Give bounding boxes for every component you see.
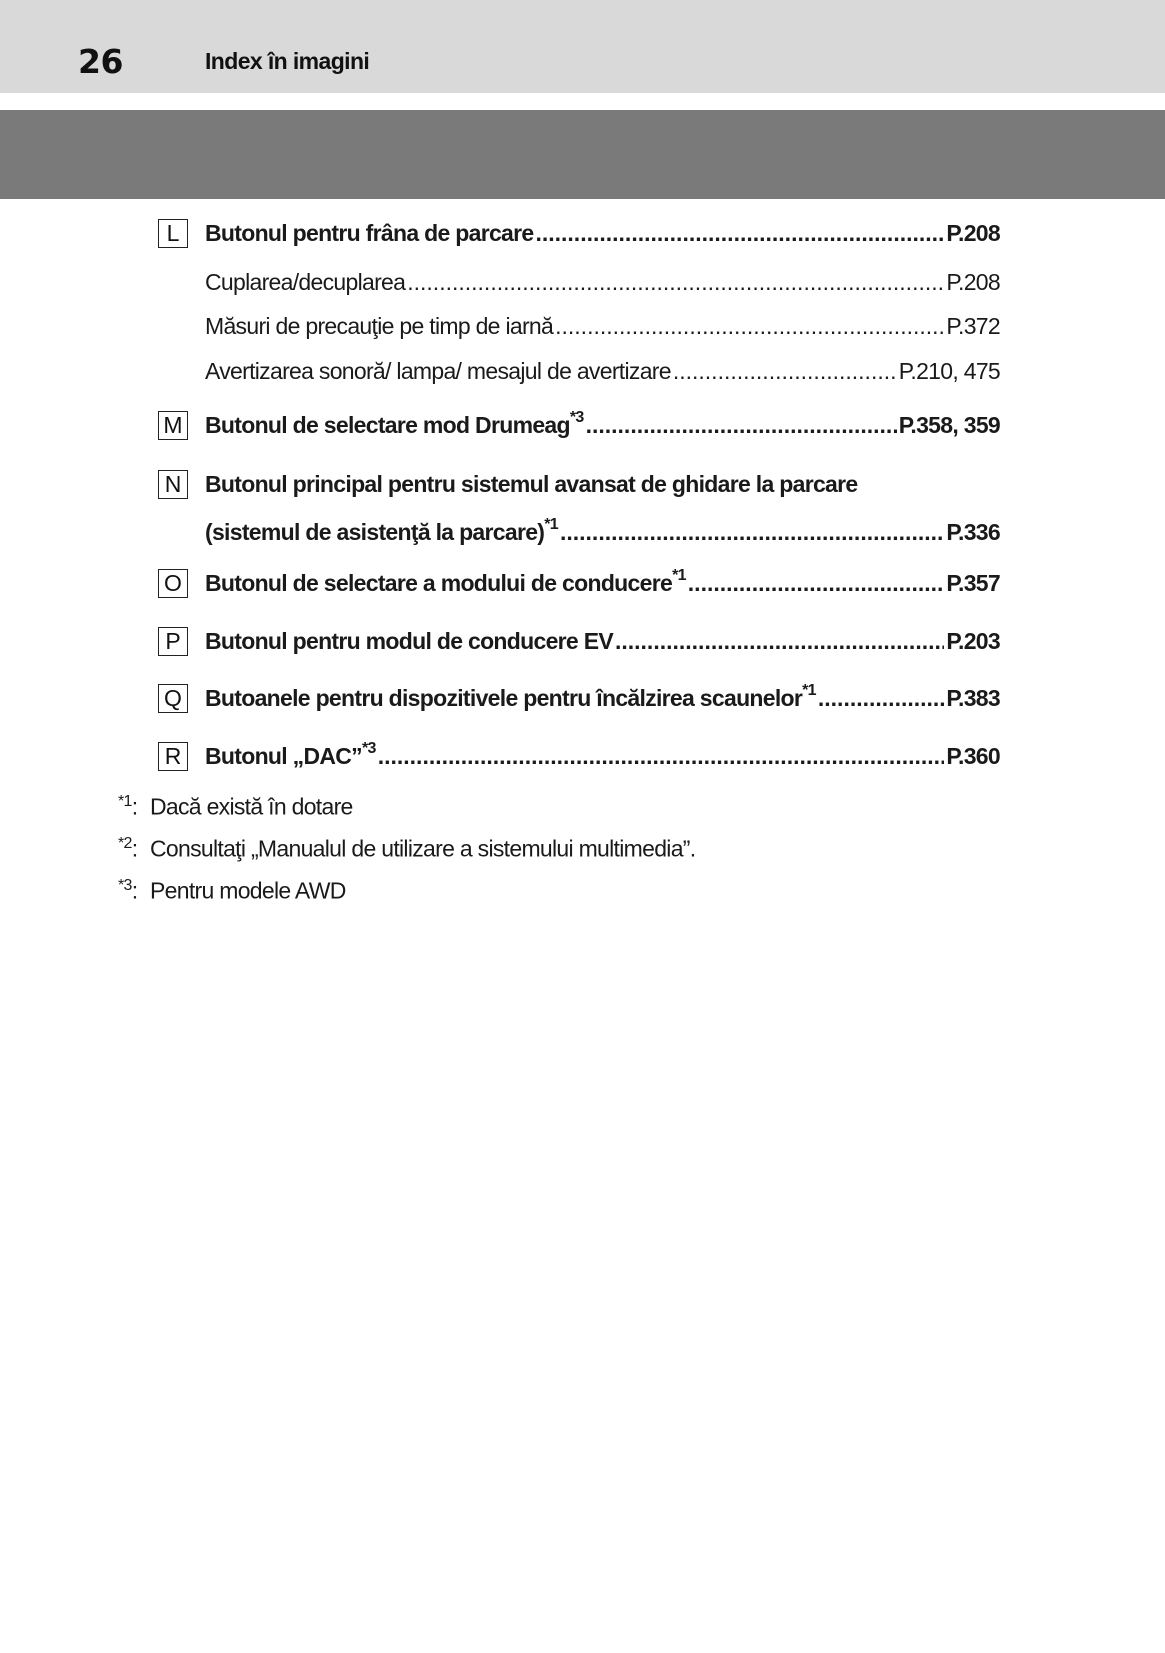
- index-subentry[interactable]: [205, 311, 1000, 341]
- footnote-text: Dacă există în dotare: [150, 793, 353, 820]
- dot-leader: [560, 517, 944, 547]
- page-reference[interactable]: P.360: [946, 743, 1000, 769]
- item-letter-p: P: [158, 627, 188, 656]
- index-subentry[interactable]: [205, 267, 1000, 297]
- index-entry[interactable]: [205, 410, 1000, 440]
- entry-label: Avertizarea sonoră/ lampa/ mesajul de avertizare: [205, 358, 671, 384]
- footnote-ref: *3: [569, 409, 584, 427]
- footnote-mark: *3: [118, 877, 132, 894]
- item-letter-l: L: [158, 219, 188, 248]
- index-entry[interactable]: [205, 626, 1000, 656]
- page-reference[interactable]: P.383: [946, 685, 1000, 711]
- dot-leader: [586, 410, 897, 440]
- page-header: [0, 0, 1165, 93]
- page-number: 26: [78, 42, 123, 81]
- dot-leader: [818, 683, 944, 713]
- dot-leader: [378, 741, 945, 771]
- dot-leader: [688, 568, 945, 598]
- page-reference[interactable]: P.208: [946, 220, 1000, 246]
- footnote: $^{*3}$: Pentru modele AWD: [118, 877, 346, 904]
- page-reference[interactable]: P.336: [946, 519, 1000, 545]
- item-letter-n: N: [158, 470, 188, 499]
- entry-label: Măsuri de precauţie pe timp de iarnă: [205, 313, 554, 339]
- footnote: $^{*1}$: Dacă există în dotare: [118, 793, 353, 820]
- dot-leader: [555, 311, 944, 341]
- dot-leader: [535, 218, 944, 248]
- footnote-ref: *1: [672, 567, 686, 585]
- footnote-ref: *3: [361, 740, 376, 758]
- page-reference[interactable]: P.358, 359: [898, 412, 1000, 438]
- footnote-mark: *1: [118, 793, 132, 810]
- entry-label: Butonul principal pentru sistemul avansat de ghidare la parcare: [205, 471, 858, 497]
- index-entry[interactable]: [205, 568, 1000, 598]
- index-entry[interactable]: [205, 741, 1000, 771]
- footnote-text: Pentru modele AWD: [150, 877, 346, 904]
- entry-label: Butonul pentru modul de conducere EV: [205, 628, 613, 654]
- footnote-text: Consultaţi „Manualul de utilizare a sistemului multimedia”.: [150, 835, 696, 862]
- page-reference[interactable]: P.203: [946, 628, 1000, 654]
- item-letter-m: M: [158, 411, 188, 440]
- index-subentry[interactable]: [205, 356, 1000, 386]
- dot-leader: [615, 626, 944, 656]
- page-reference[interactable]: P.372: [946, 313, 1000, 339]
- page-reference[interactable]: P.208: [946, 269, 1000, 295]
- page-reference[interactable]: P.357: [946, 570, 1000, 596]
- footnote-mark: *2: [118, 835, 132, 852]
- entry-label: Butonul „DAC”: [205, 743, 362, 769]
- entry-label: Cuplarea/decuplarea: [205, 269, 406, 295]
- dot-leader: [407, 267, 944, 297]
- footnote: $^{*2}$: Consultaţi „Manualul de utilizare a sistemului multimedia”.: [118, 835, 696, 862]
- entry-label: Butonul de selectare a modului de conducere: [205, 570, 673, 596]
- entry-label: Butoanele pentru dispozitivele pentru încălzirea scaunelor: [205, 685, 803, 711]
- footnote-ref: *1: [544, 516, 558, 534]
- entry-label: Butonul de selectare mod Drumeag: [205, 412, 570, 438]
- page-reference[interactable]: P.210, 475: [898, 358, 1000, 384]
- item-letter-o: O: [158, 569, 188, 598]
- dot-leader: [673, 356, 897, 386]
- item-letter-q: Q: [158, 684, 188, 713]
- index-entry[interactable]: [205, 218, 1000, 248]
- index-entry[interactable]: [205, 517, 1000, 547]
- image-band: [0, 110, 1165, 199]
- footnote-ref: *1: [802, 682, 816, 700]
- entry-label: (sistemul de asistenţă la parcare): [205, 519, 545, 545]
- index-entry[interactable]: [205, 683, 1000, 713]
- item-letter-r: R: [158, 742, 188, 771]
- section-title: Index în imagini: [205, 48, 370, 74]
- entry-label: Butonul pentru frâna de parcare: [205, 220, 534, 246]
